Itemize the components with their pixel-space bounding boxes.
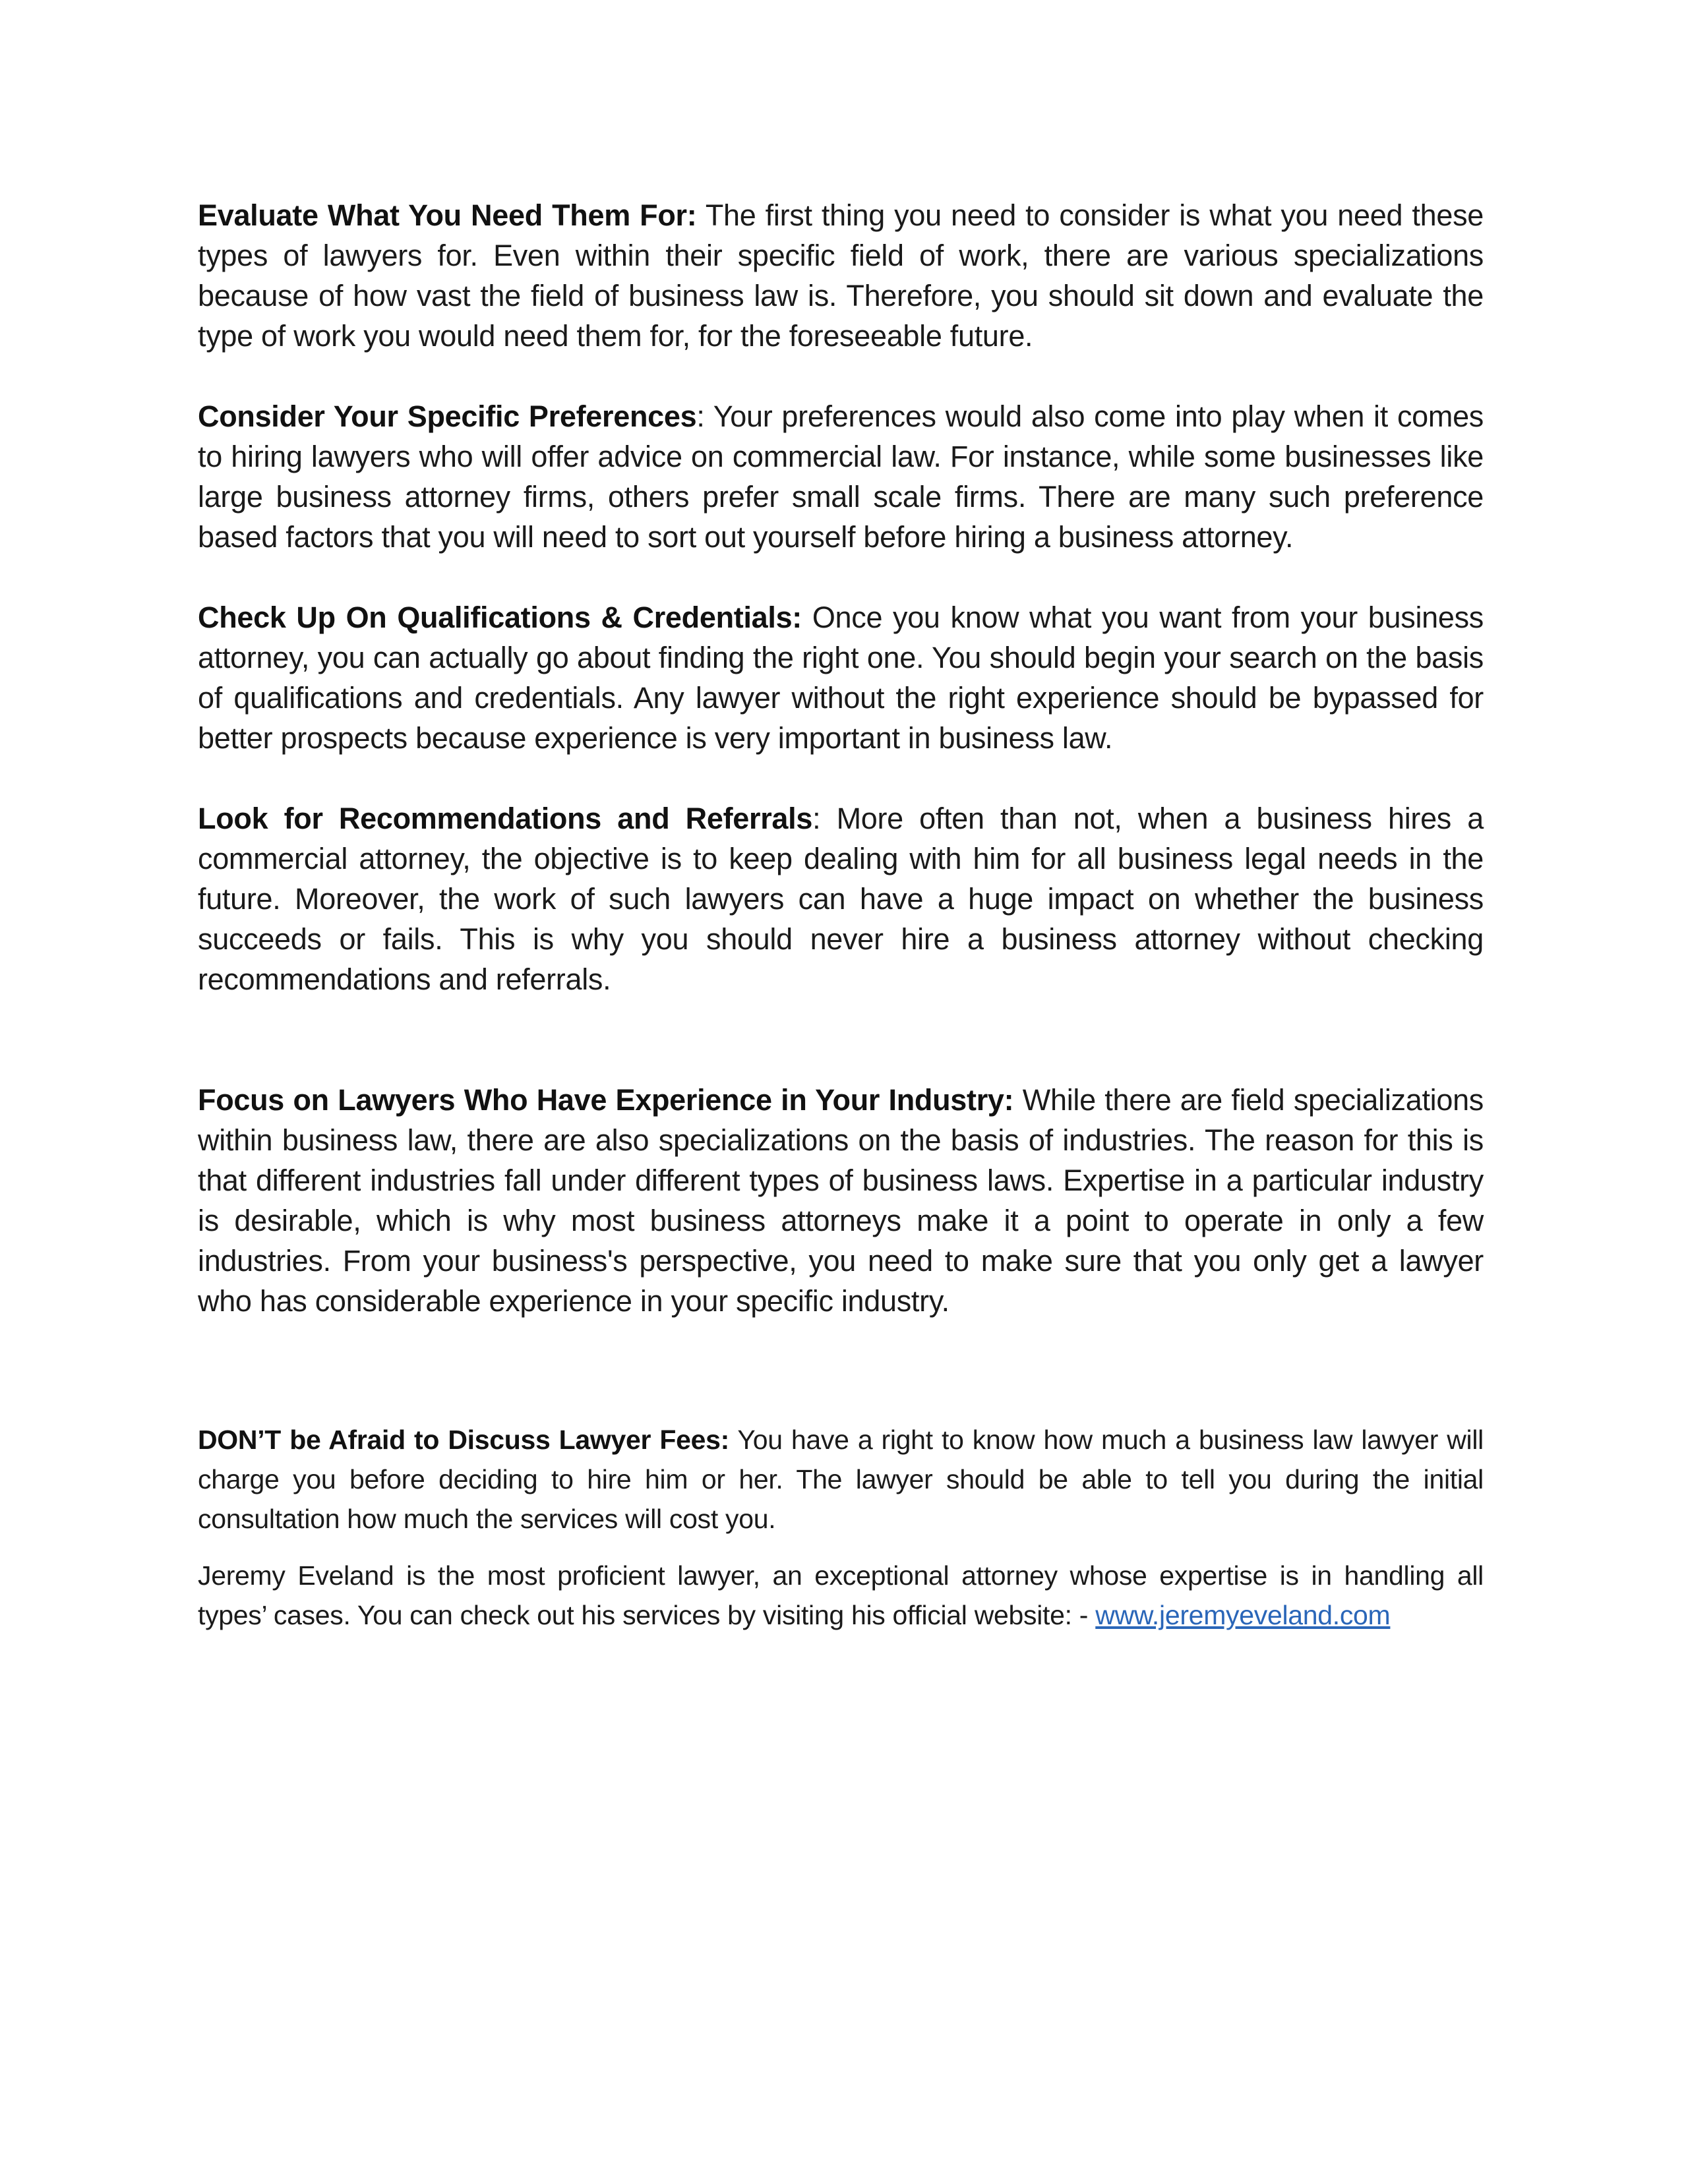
paragraph-industry-experience — [198, 1080, 1484, 1321]
paragraph-body: : Your preferences would also come into play when it comes to hiring lawyers who will offer advice on commercial law. For instance, while some businesses like large business attorney firms, others prefer small scale firms. There are many such preference based factors that you will need to sort out yourself before hiring a business attorney. — [198, 399, 1484, 554]
paragraph-heading: Focus on Lawyers Who Have Experience in Your Industry: — [198, 1083, 1014, 1117]
paragraph-body: : More often than not, when a business hires a commercial attorney, the objective is to keep dealing with him for all business legal needs in the future. Moreover, the work of such lawyers can have a huge impact on whether the business succeeds or fails. This is why you should never hire a business attorney without checking recommendations and referrals. — [198, 802, 1484, 996]
paragraph-body: While there are field specializations within business law, there are also specializations on the basis of industries. The reason for this is that different industries fall under different types of business laws. Expertise in a particular industry is desirable, which is why most business attorneys make it a point to operate in only a few industries. From your business's perspective, you need to make sure that you only get a lawyer who has considerable experience in your specific industry. — [198, 1083, 1484, 1318]
paragraph-heading: Check Up On Qualifications & Credentials: — [198, 601, 802, 634]
document-page — [198, 195, 1484, 1635]
website-link[interactable]: www.jeremyeveland.com — [1095, 1600, 1391, 1630]
paragraph-preferences — [198, 396, 1484, 557]
paragraph-qualifications — [198, 597, 1484, 758]
paragraph-heading: Look for Recommendations and Referrals — [198, 802, 813, 835]
paragraph-body: The first thing you need to consider is what you need these types of lawyers for. Even within their specific field of work, there are various specializations because of how vast the field of business law is. Therefore, you should sit down and evaluate the type of work you would need them for, for the foreseeable future. — [198, 198, 1484, 353]
paragraph-evaluate-needs — [198, 195, 1484, 356]
paragraph-body: Once you know what you want from your business attorney, you can actually go about finding the right one. You should begin your search on the basis of qualifications and credentials. Any lawyer without the right experience should be bypassed for better prospects because experience is very important in business law. — [198, 601, 1484, 755]
closing-text: Jeremy Eveland is the most proficient lawyer, an exceptional attorney whose expertise is in handling all types’ cases. You can check out his services by visiting his official website: - — [198, 1560, 1484, 1630]
closing-paragraph — [198, 1556, 1484, 1635]
paragraph-heading: Consider Your Specific Preferences — [198, 399, 697, 433]
paragraph-recommendations — [198, 798, 1484, 999]
paragraph-heading: Evaluate What You Need Them For: — [198, 198, 697, 232]
paragraph-lawyer-fees — [198, 1420, 1484, 1539]
paragraph-body: You have a right to know how much a business law lawyer will charge you before deciding to hire him or her. The lawyer should be able to tell you during the initial consultation how much the services will cost you. — [198, 1425, 1484, 1534]
paragraph-heading: DON’T be Afraid to Discuss Lawyer Fees: — [198, 1425, 729, 1455]
